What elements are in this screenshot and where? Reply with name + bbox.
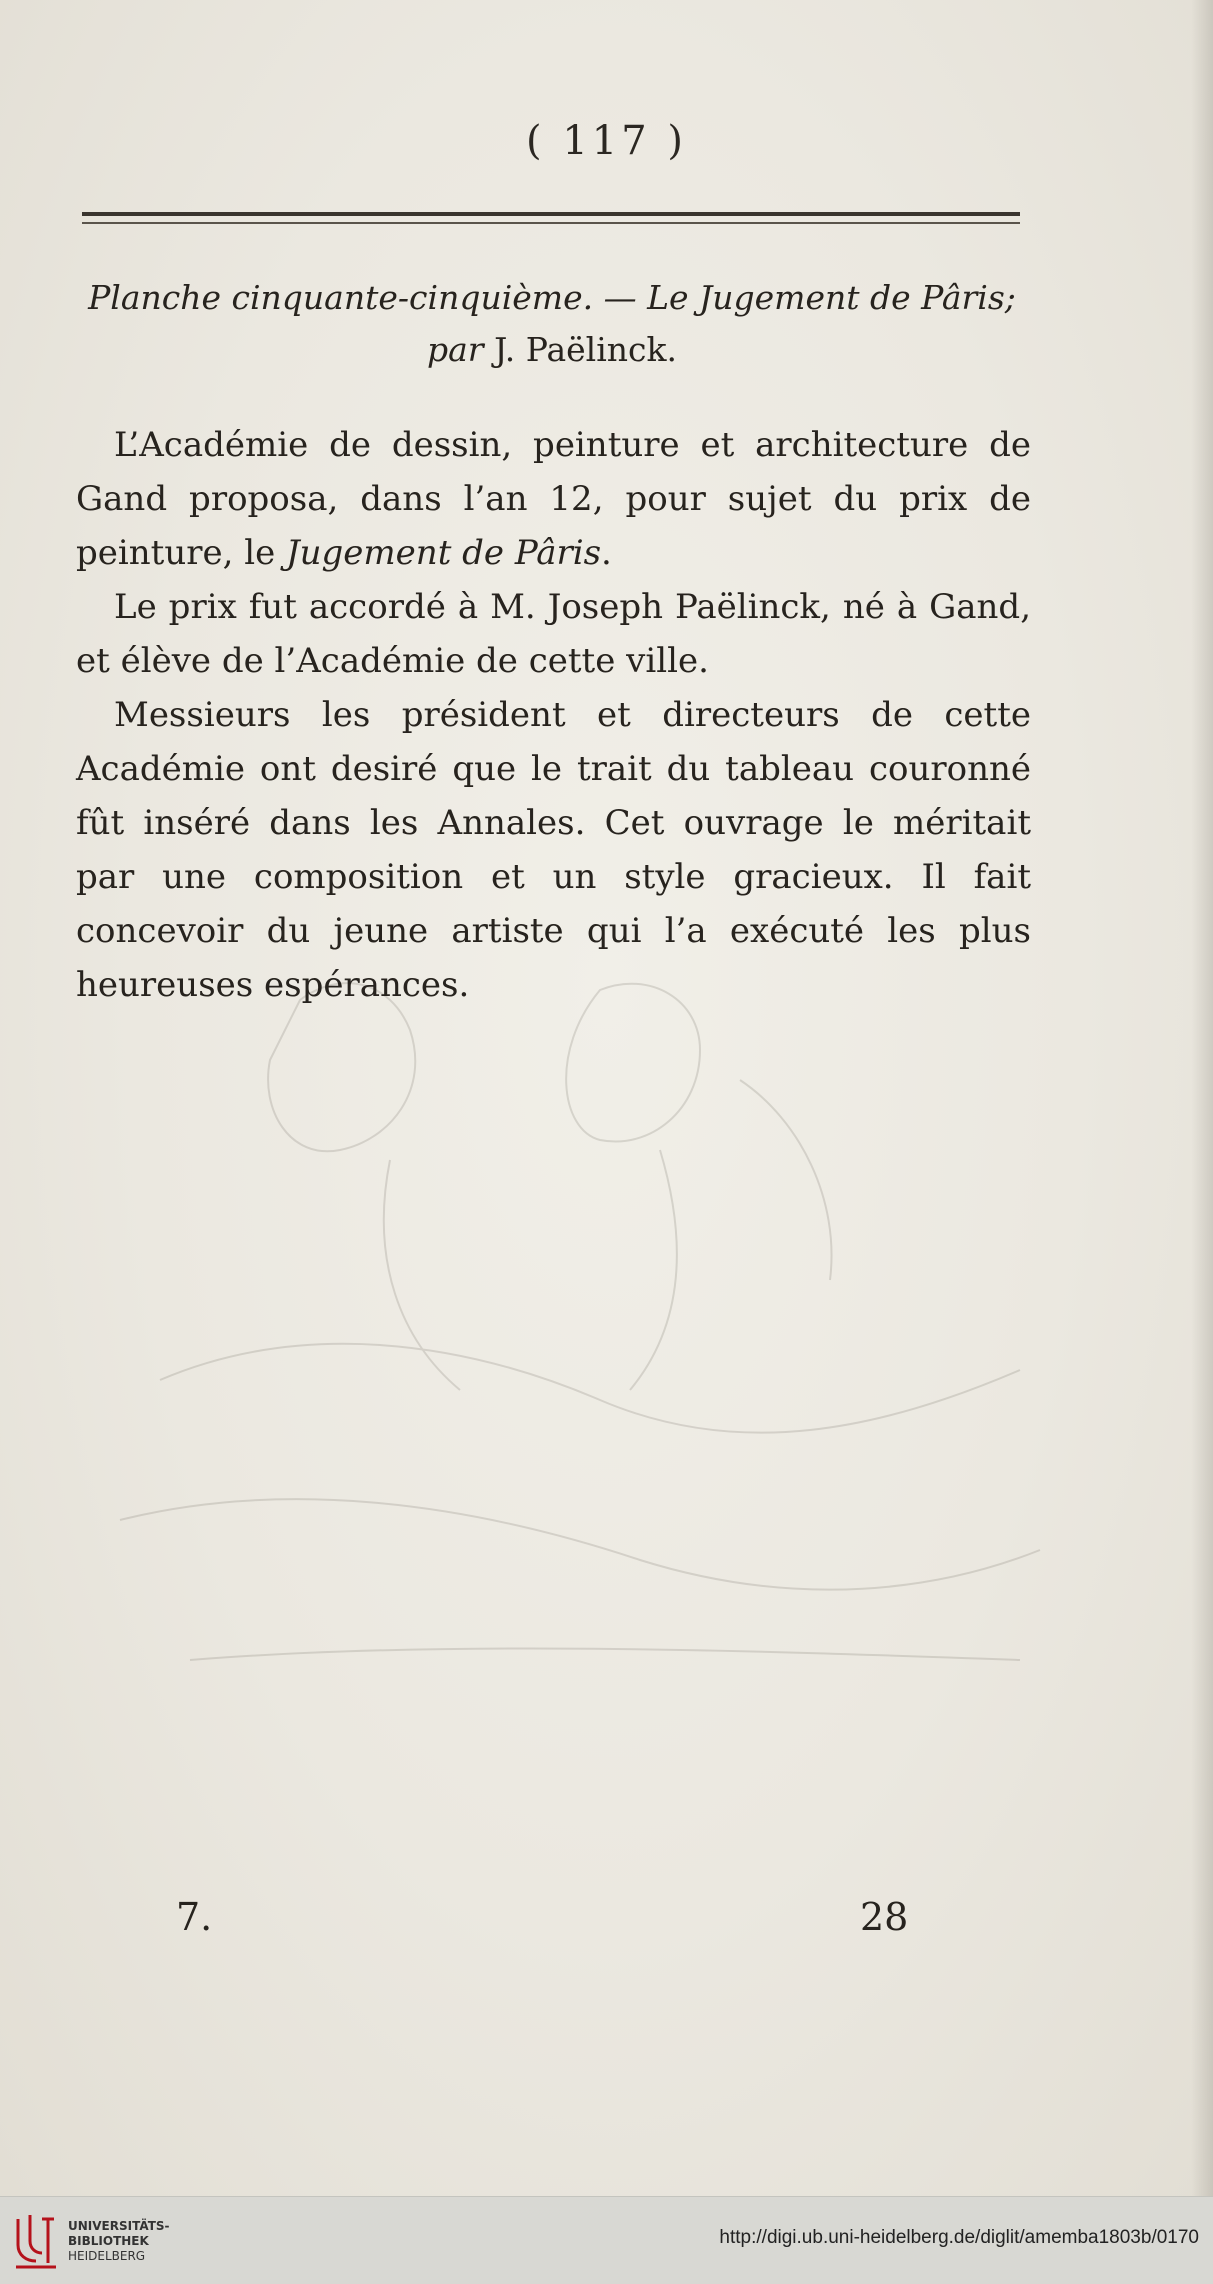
heading-title: Planche cinquante-cinquième. — Le Jugement de Pâris; [88, 278, 1016, 317]
logo-line-1: UNIVERSITÄTS- [68, 2219, 170, 2233]
plate-heading [72, 272, 1032, 376]
heading-artist: J. Paëlinck. [494, 330, 677, 369]
paragraph-1-text: L’Académie de dessin, peinture et architecture de Gand proposa, dans l’an 12, pour sujet du prix de peinture, le [76, 425, 1031, 573]
logo-line-3: HEIDELBERG [68, 2249, 146, 2263]
ub-heidelberg-logo-icon [12, 2211, 60, 2271]
paragraph-1-italic: Jugement de Pâris [286, 533, 602, 573]
page-number: ( 117 ) [526, 118, 687, 164]
heading-by: par [427, 330, 484, 369]
footer-bar [0, 2196, 1213, 2284]
paragraph-2: Le prix fut accordé à M. Joseph Paëlinck, né à Gand, et élève de l’Académie de cette ville. [76, 587, 1031, 681]
signature-mark-left: 7. [176, 1895, 213, 1939]
header-rule-thick [82, 212, 1020, 216]
paragraph-1 [76, 418, 1031, 580]
paragraph-3: Messieurs les président et directeurs de cette Académie ont desiré que le trait du tableau couronné fût inséré dans les Annales. Cet ouvrage le méritait par une composition et un style gracieux. Il fait concevoir du jeune artiste qui l’a exécuté les plus heureuses espérances. [76, 695, 1031, 1005]
signature-mark-right: 28 [860, 1895, 909, 1939]
page-edge-shadow [1191, 0, 1213, 2196]
body-text [76, 418, 1031, 1012]
source-url-link[interactable]: http://digi.ub.uni-heidelberg.de/diglit/amemba1803b/0170 [719, 2227, 1199, 2248]
engraving-show-through [40, 960, 1080, 1790]
paragraph-1-end: . [601, 533, 612, 573]
logo-line-2: BIBLIOTHEK [68, 2234, 149, 2248]
header-rule-thin [82, 222, 1020, 224]
library-logo-text [68, 2219, 170, 2264]
